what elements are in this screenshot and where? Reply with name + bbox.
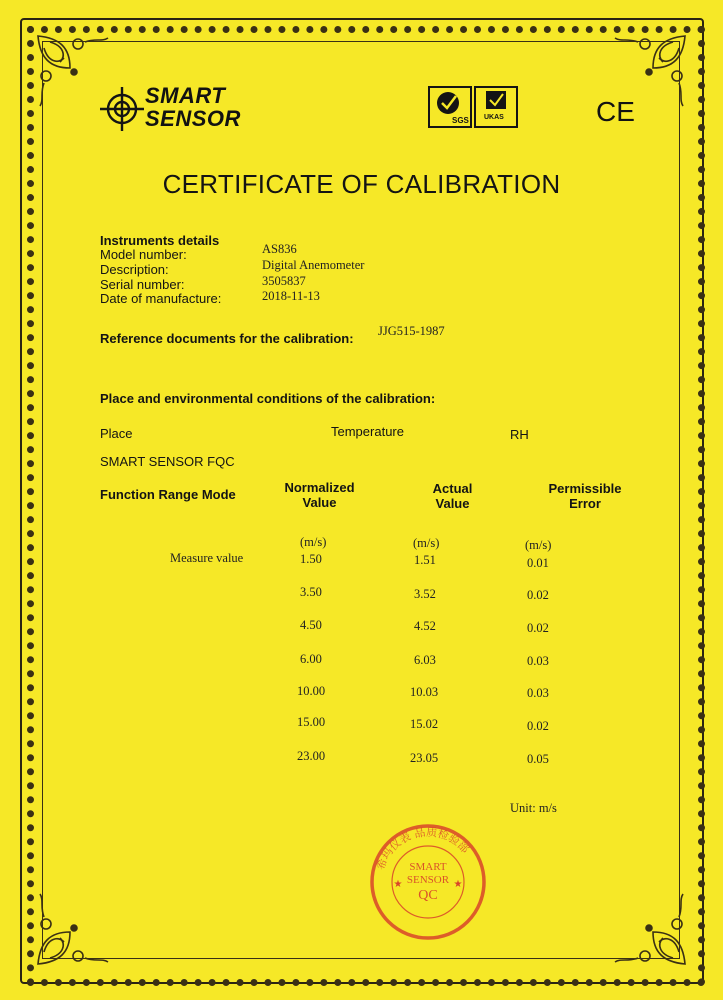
reference-value: JJG515-1987 (378, 324, 445, 338)
serial-label: Serial number: (100, 277, 185, 292)
temperature-label: Temperature (331, 424, 404, 439)
actual-value: 15.02 (410, 717, 439, 731)
brand-logo-text (145, 84, 241, 130)
description-label: Description: (100, 262, 169, 277)
actual-value: 10.03 (410, 685, 439, 699)
actual-heading (400, 481, 505, 511)
normalized-heading (262, 480, 377, 510)
error-value: 0.03 (527, 654, 549, 668)
unit-note: Unit: m/s (510, 801, 557, 815)
ce-mark: CE (596, 96, 635, 127)
brand-line-1: SMART (145, 83, 226, 108)
svg-text:★: ★ (453, 879, 463, 890)
function-heading: Function Range Mode (100, 487, 236, 502)
error-value: 0.02 (527, 588, 549, 602)
normalized-value: 23.00 (297, 749, 326, 763)
stamp-line-1: SMART (409, 861, 447, 873)
normalized-value: 4.50 (300, 618, 322, 632)
place-value: SMART SENSOR FQC (100, 454, 235, 469)
actual-heading-line-1: Actual (432, 481, 473, 496)
svg-text:★: ★ (393, 879, 403, 890)
sgs-ukas-badge-icon (428, 86, 518, 128)
normalized-value: 15.00 (297, 715, 326, 729)
error-heading-line-2: Error (569, 496, 601, 511)
qc-stamp-icon (368, 822, 488, 942)
actual-unit: (m/s) (413, 536, 440, 550)
normalized-heading-line-1: Normalized (284, 480, 355, 495)
rh-label: RH (510, 427, 529, 442)
error-value: 0.01 (527, 556, 549, 570)
date-label: Date of manufacture: (100, 291, 222, 306)
stamp-line-3: QC (418, 888, 438, 903)
error-value: 0.03 (527, 686, 549, 700)
page-title: CERTIFICATE OF CALIBRATION (162, 169, 561, 199)
normalized-value: 3.50 (300, 585, 322, 599)
actual-value: 23.05 (410, 751, 439, 765)
normalized-unit: (m/s) (300, 535, 327, 549)
stamp-ring-text: 希玛仪表 品质检验部 (373, 825, 472, 872)
serial-value: 3505837 (262, 274, 306, 288)
sgs-badge-text: SGS (452, 116, 469, 125)
corner-ornament-icon (30, 882, 120, 972)
environment-heading: Place and environmental conditions of the calibration: (100, 391, 436, 406)
place-label: Place (100, 426, 133, 441)
actual-value: 3.52 (414, 587, 436, 601)
actual-value: 1.51 (414, 553, 436, 567)
normalized-value: 10.00 (297, 684, 326, 698)
actual-value: 6.03 (414, 653, 436, 667)
date-value: 2018-11-13 (262, 289, 320, 303)
normalized-heading-line-2: Value (302, 495, 337, 510)
error-heading-line-1: Permissible (548, 481, 622, 496)
normalized-value: 6.00 (300, 652, 322, 666)
normalized-value: 1.50 (300, 552, 322, 566)
error-value: 0.02 (527, 719, 549, 733)
model-value: AS836 (262, 242, 297, 256)
description-value: Digital Anemometer (262, 258, 365, 272)
error-heading (530, 481, 640, 511)
error-unit: (m/s) (525, 538, 552, 552)
corner-ornament-icon (603, 882, 693, 972)
error-value: 0.05 (527, 752, 549, 766)
brand-line-2: SENSOR (145, 106, 241, 131)
stamp-line-2: SENSOR (406, 874, 450, 886)
error-value: 0.02 (527, 621, 549, 635)
model-label: Model number: (100, 247, 187, 262)
ukas-badge-text: UKAS (484, 114, 504, 121)
actual-value: 4.52 (414, 619, 436, 633)
reference-label: Reference documents for the calibration: (100, 331, 354, 346)
row-label: Measure value (170, 551, 244, 565)
instrument-heading: Instruments details (100, 233, 220, 248)
actual-heading-line-2: Value (435, 496, 470, 511)
